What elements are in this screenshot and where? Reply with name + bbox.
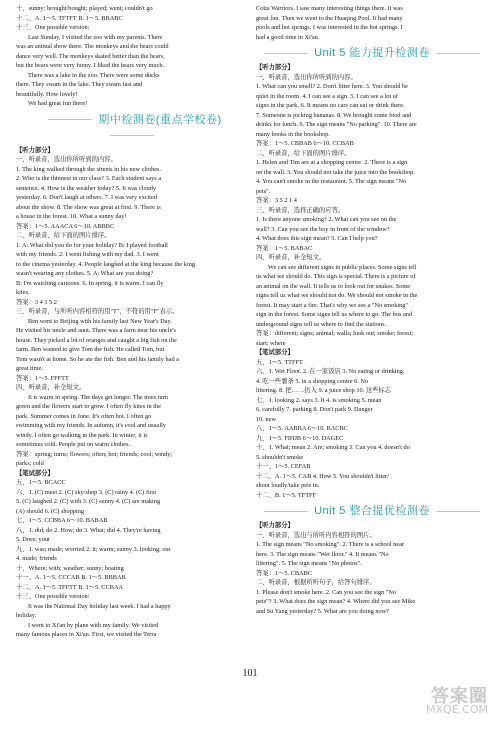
text-line: quiet in the room. 4. I can see a sign. 5. I can see a lot of <box>256 92 398 100</box>
text-line: 二、听录音，给下面的图片排序。 <box>256 149 351 157</box>
top-answers <box>16 4 248 33</box>
unit5-ability-written <box>256 358 488 501</box>
text-line: wall? 3. Can you see the boy in front of the window? <box>256 225 390 233</box>
text-line: sentence. 4. How is the weather today? 5. It was cloudy <box>16 184 157 192</box>
text-line: 6. carefully 7. parking 8. Don't park 9. Danger <box>256 406 373 413</box>
text-line: 十、1. What; mean 2. Are; smoking 3. Can you 4. doesn't do <box>256 444 410 451</box>
text-line: 1. Is there anyone smoking? 2. What can you see on the <box>256 216 397 223</box>
text-line: with my friends. 2. I went fishing with my dad. 3. I went <box>16 251 159 258</box>
text-line: 三、听录音，与所听内容相符的用"T"，不符的用"F"表示。 <box>16 308 179 315</box>
essay-two-continued <box>256 4 488 42</box>
text-line: 十一、A. 1～5. CCCAB B. 1～5. BBBAB <box>16 574 126 581</box>
text-line: 2. Who is the thinnest in our class? 3. Each student says a <box>16 175 162 182</box>
text-line: 三、听录音，选择正确的应答。 <box>256 206 345 214</box>
essay-line: There was a lake in the zoo. There were some ducks <box>28 71 160 79</box>
text-line: 5. Does; your <box>16 536 51 543</box>
text-line: on the wall. 3. You should not take the juice into the bookshop. <box>256 168 415 176</box>
text-line: pools and hot springs. I was interested in the hot springs. I <box>256 24 403 31</box>
text-line: I went to Xi'an by plane with my family. We visited <box>28 621 159 629</box>
text-line: 1. Please don't smoke here. 2. Can you see the sign "No <box>256 588 397 596</box>
text-line: underground signs tell us where to find the stations. <box>256 320 387 328</box>
unit5-integration-listening <box>256 531 488 617</box>
text-line: about the show. 8. The show was great at first. 9. There is <box>16 203 161 211</box>
text-line: 四、听录音，补全短文。 <box>256 254 326 261</box>
text-line: many famous places in Xi'an. First, we visited the Terra <box>16 631 157 638</box>
text-line: 一、听录音，选出你所听到的内容。 <box>256 73 357 81</box>
text-line: parks; cold <box>16 460 44 467</box>
text-line: many books in the bookshop. <box>256 130 330 138</box>
text-line: 1. What can you smell? 2. Don't litter here. 3. You should be <box>256 83 408 90</box>
text-line: start; where <box>256 339 286 347</box>
text-line: 七、1. looking 2. says 3. It 4. is smoking 5. mean <box>256 396 382 404</box>
text-line: 答案：3 5 2 1 4 <box>256 197 297 204</box>
text-line: 五、1～5. BCACC <box>16 479 66 486</box>
text-line: 答案：1～5. FFFTT <box>16 374 69 382</box>
midterm-listening <box>16 155 248 469</box>
text-line: 四、听录音，补全短文。 <box>16 384 86 391</box>
text-line: 4. made; friends <box>16 555 57 562</box>
text-line: great fun. Then we went to the Huaqing Pool. It had many <box>256 14 403 22</box>
text-line: 1. The sign means "No smoking". 2. There is a school near <box>256 541 404 548</box>
essay-two <box>16 602 248 640</box>
text-line: 答案：1～5. BABAC <box>256 244 313 252</box>
text-line: windy. I often go walking in the park. In winter, it is <box>16 431 148 439</box>
text-line: We can see different signs in public places. Some signs tell <box>268 263 417 271</box>
essay-line: dance very well. The monkeys skated better than the bears, <box>16 52 165 60</box>
text-line: 答案：1～5. AAACA 6～10. ABBBC <box>16 222 115 230</box>
text-line: B: I'm watching cartoons. 6. In spring, it is warm. I can fly <box>16 279 164 287</box>
essay-line: We had great fun there! <box>28 100 88 107</box>
text-line: sometimes cold. People put on warm clothes. <box>16 441 131 448</box>
watermark-text: 答案圈 <box>431 686 488 707</box>
text-line: littering. 8. 把……扔入 9. a juice shop 10. 这些标志 <box>256 387 392 394</box>
listening-part-tag: 【听力部分】 <box>16 146 54 154</box>
text-line: 5. (C) laughed 2. (C) with 3. (C) sunny 4. (C) are making <box>16 498 161 505</box>
text-line: had a good time in Xi'an. <box>256 33 320 41</box>
text-line: 五、1～5. TTFFT <box>256 358 303 366</box>
unit5-integration-title: Unit 5 整合提优检测卷 <box>256 503 488 519</box>
text-line: pets". <box>256 187 271 195</box>
text-line: He visited his uncle and aunt. There was a farm near his uncle's <box>16 327 176 334</box>
text-line: 十一、1～5. CEFAB <box>256 463 311 470</box>
text-line: It was the National Day holiday last week. I had a happy <box>28 602 171 610</box>
watermark-logo <box>392 686 488 730</box>
answer-line: 十三、One possible version: <box>16 24 90 31</box>
essay-one <box>16 33 248 109</box>
text-line: 10. new <box>256 415 276 423</box>
text-line: 答案：different; signs; animal; walls; look out; smoke; forest; <box>256 330 414 337</box>
text-line: sign in the forest. Some signs tell us where to go. The bus and <box>256 311 413 318</box>
essay-line: there. They swam in the lake. They swam fast and <box>16 81 143 88</box>
text-line: pets"? 3. What does the sign mean? 4. Where did you see Mike <box>256 598 416 605</box>
answer-line: 十二、A. 1～5. TFTFT B. 1～5. BBABC <box>16 14 123 22</box>
essay-line: but the bears were very funny. I liked the bears very much. <box>16 62 165 69</box>
text-line: 九、1. was; made; worried 2. it; warm; sunny 3. looking; out <box>16 545 171 553</box>
unit5-ability-listening <box>256 73 488 349</box>
text-line: 4. What does this sign mean? 5. Can I help you? <box>256 235 378 242</box>
written-part-tag: 【笔试部分】 <box>256 349 294 356</box>
text-line: drinks for lunch. 9. The sign means "No parking". 10. There are <box>256 121 417 128</box>
text-line: Ben went to Beijing with his family last New Year's Day. <box>28 317 172 325</box>
text-line: house. They picked a lot of oranges and caught a big fish on the <box>16 336 177 344</box>
text-line: green and the flowers start to grow. I often fly kites in the <box>16 403 161 410</box>
listening-part-tag: 【听力部分】 <box>256 64 294 71</box>
text-line: great time. <box>16 365 43 372</box>
midterm-written <box>16 478 248 602</box>
text-line: 4. You can't smoke in the restaurant. 5. The sign means "No <box>256 178 407 185</box>
text-line: 六、1. (C) meet 2. (C) sky/shop 3. (C) rainy 4. (C) first <box>16 488 157 496</box>
text-line: 十三、One possible version: <box>16 593 90 600</box>
text-line: 答案：1～5. CBABC <box>256 569 312 577</box>
left-column <box>16 4 248 640</box>
text-line: 一、听录音，选出你所听到的内容。 <box>16 156 117 163</box>
page-number: 101 <box>242 668 258 679</box>
text-line: 七、1～5. CCBBA 6～10. BABAB <box>16 517 108 524</box>
essay-line: was an animal show there. The monkeys and the bears could <box>16 43 169 50</box>
text-line: 答案：1～5. CBBAB 6～10. CCBAB <box>256 140 354 147</box>
text-line: 二、听录音，根据所听句子，给答句排序。 <box>256 579 376 586</box>
text-line: yesterday. 6. Don't laugh at others. 7. I was very excited <box>16 194 157 201</box>
text-line: signs in the park. 6. It means no cars can eat or drink there. <box>256 102 405 109</box>
text-line: swimming with my friends. In autumn, it's cool and usually <box>16 422 166 429</box>
text-line: 7. Someone is picking bananas. 8. We brought some food and <box>256 111 412 119</box>
text-line: 十、Where; with; weather; sunny; boating <box>16 564 124 572</box>
text-line: holiday. <box>16 612 37 619</box>
text-line: forest. It may start a fire. That's why we see a "No smoking" <box>256 301 408 309</box>
answer-line: 十、sunny; brought/bought; played; went; couldn't go <box>16 5 153 12</box>
watermark-url: MXQE.COM <box>426 703 488 716</box>
essay-line: Last Sunday, I visited the zoo with my parents. There <box>28 33 163 41</box>
text-line: 八、1～5. AABBA 6～10. BACBC <box>256 425 348 432</box>
text-line: here. 3. The sign means "Wet floor." 4. It means "No <box>256 550 389 558</box>
text-line: 1. The king walked through the streets in his new clothes. <box>16 165 162 173</box>
essay-line: beautifully. How lovely! <box>16 90 78 98</box>
text-line: park. Summer comes in June. It's often hot. I often go <box>16 412 152 420</box>
text-line: a house in the forest. 10. What a sunny day! <box>16 213 127 220</box>
text-line: 答案：3 4 1 5 2 <box>16 298 57 306</box>
text-line: littering". 5. The sign means "No photos". <box>256 560 362 567</box>
text-line: farm. Ben wanted to give Tom the fish. He called Tom, but <box>16 346 165 353</box>
text-line: 十二、A. 1～5. TFFTT B. 1～5. CCBAA <box>16 583 124 591</box>
text-line: and Su Yang yesterday? 5. What are you doing now? <box>256 607 389 615</box>
text-line: us what we should do. This sign is special. There is a picture of <box>256 273 416 280</box>
text-line: 4. 吃一些薯条 5. in a shopping centre 6. No <box>256 377 369 385</box>
text-line: 六、1. Wet Floor. 2. 在一家饭店 3. No eating or drinking. <box>256 368 405 375</box>
text-line: an animal on the wall. It tells us to look out for snakes. Some <box>256 282 411 290</box>
text-line: 十二、B. 1～5. TFTFF <box>256 491 317 499</box>
text-line: signs tell us what we should not do. We should not smoke in the <box>256 292 418 299</box>
text-line: It is warm in spring. The days get longer. The trees turn <box>28 393 168 401</box>
text-line: 答案：spring; turns; flowers; often; hot; friends; cool; windy; <box>16 450 173 458</box>
listening-part-tag: 【听力部分】 <box>256 522 294 529</box>
text-line: 1. A: What did you do for your holiday? B: I played football <box>16 241 168 249</box>
unit5-ability-title: Unit 5 能力提升检测卷 <box>256 45 488 61</box>
text-line: 八、1. did; do 2. How; do 3. What; did 4. They're having <box>16 526 161 534</box>
text-line: 十二、A. 1～5. CAB 4. How 5. You shouldn't litter/ <box>256 472 389 480</box>
right-column <box>256 4 488 616</box>
text-line: to the cinema yesterday. 4. People laughed at the king because the king <box>16 260 195 268</box>
written-part-tag: 【笔试部分】 <box>16 469 54 477</box>
text-line: 一、听录音，选出与所听内容相符的图片。 <box>256 531 376 539</box>
text-line: kites. <box>16 289 30 296</box>
text-line: 5. shouldn't smoke <box>256 453 304 461</box>
text-line: 九、1～5. FIHJB 6～10. DAGEC <box>256 434 344 442</box>
text-line: Tom wasn't at home. So he ate the fish. Ben and his family had a <box>16 355 179 363</box>
text-line: wasn't wearing any clothes. 5. A: What are you doing? <box>16 270 154 277</box>
text-line: (A) should 6. (C) shopping <box>16 507 85 515</box>
text-line: Cotta Warriors. I saw many interesting things there. It was <box>256 5 403 12</box>
text-line: 1. Helen and Tim are at a shopping centre. 2. There is a sign <box>256 159 408 166</box>
text-line: 二、听录音，给下面的图片排序。 <box>16 232 111 239</box>
text-line: shout loudly/take pets in. <box>256 482 320 489</box>
midterm-section-title: 期中检测卷(重点学校卷) <box>16 112 248 144</box>
